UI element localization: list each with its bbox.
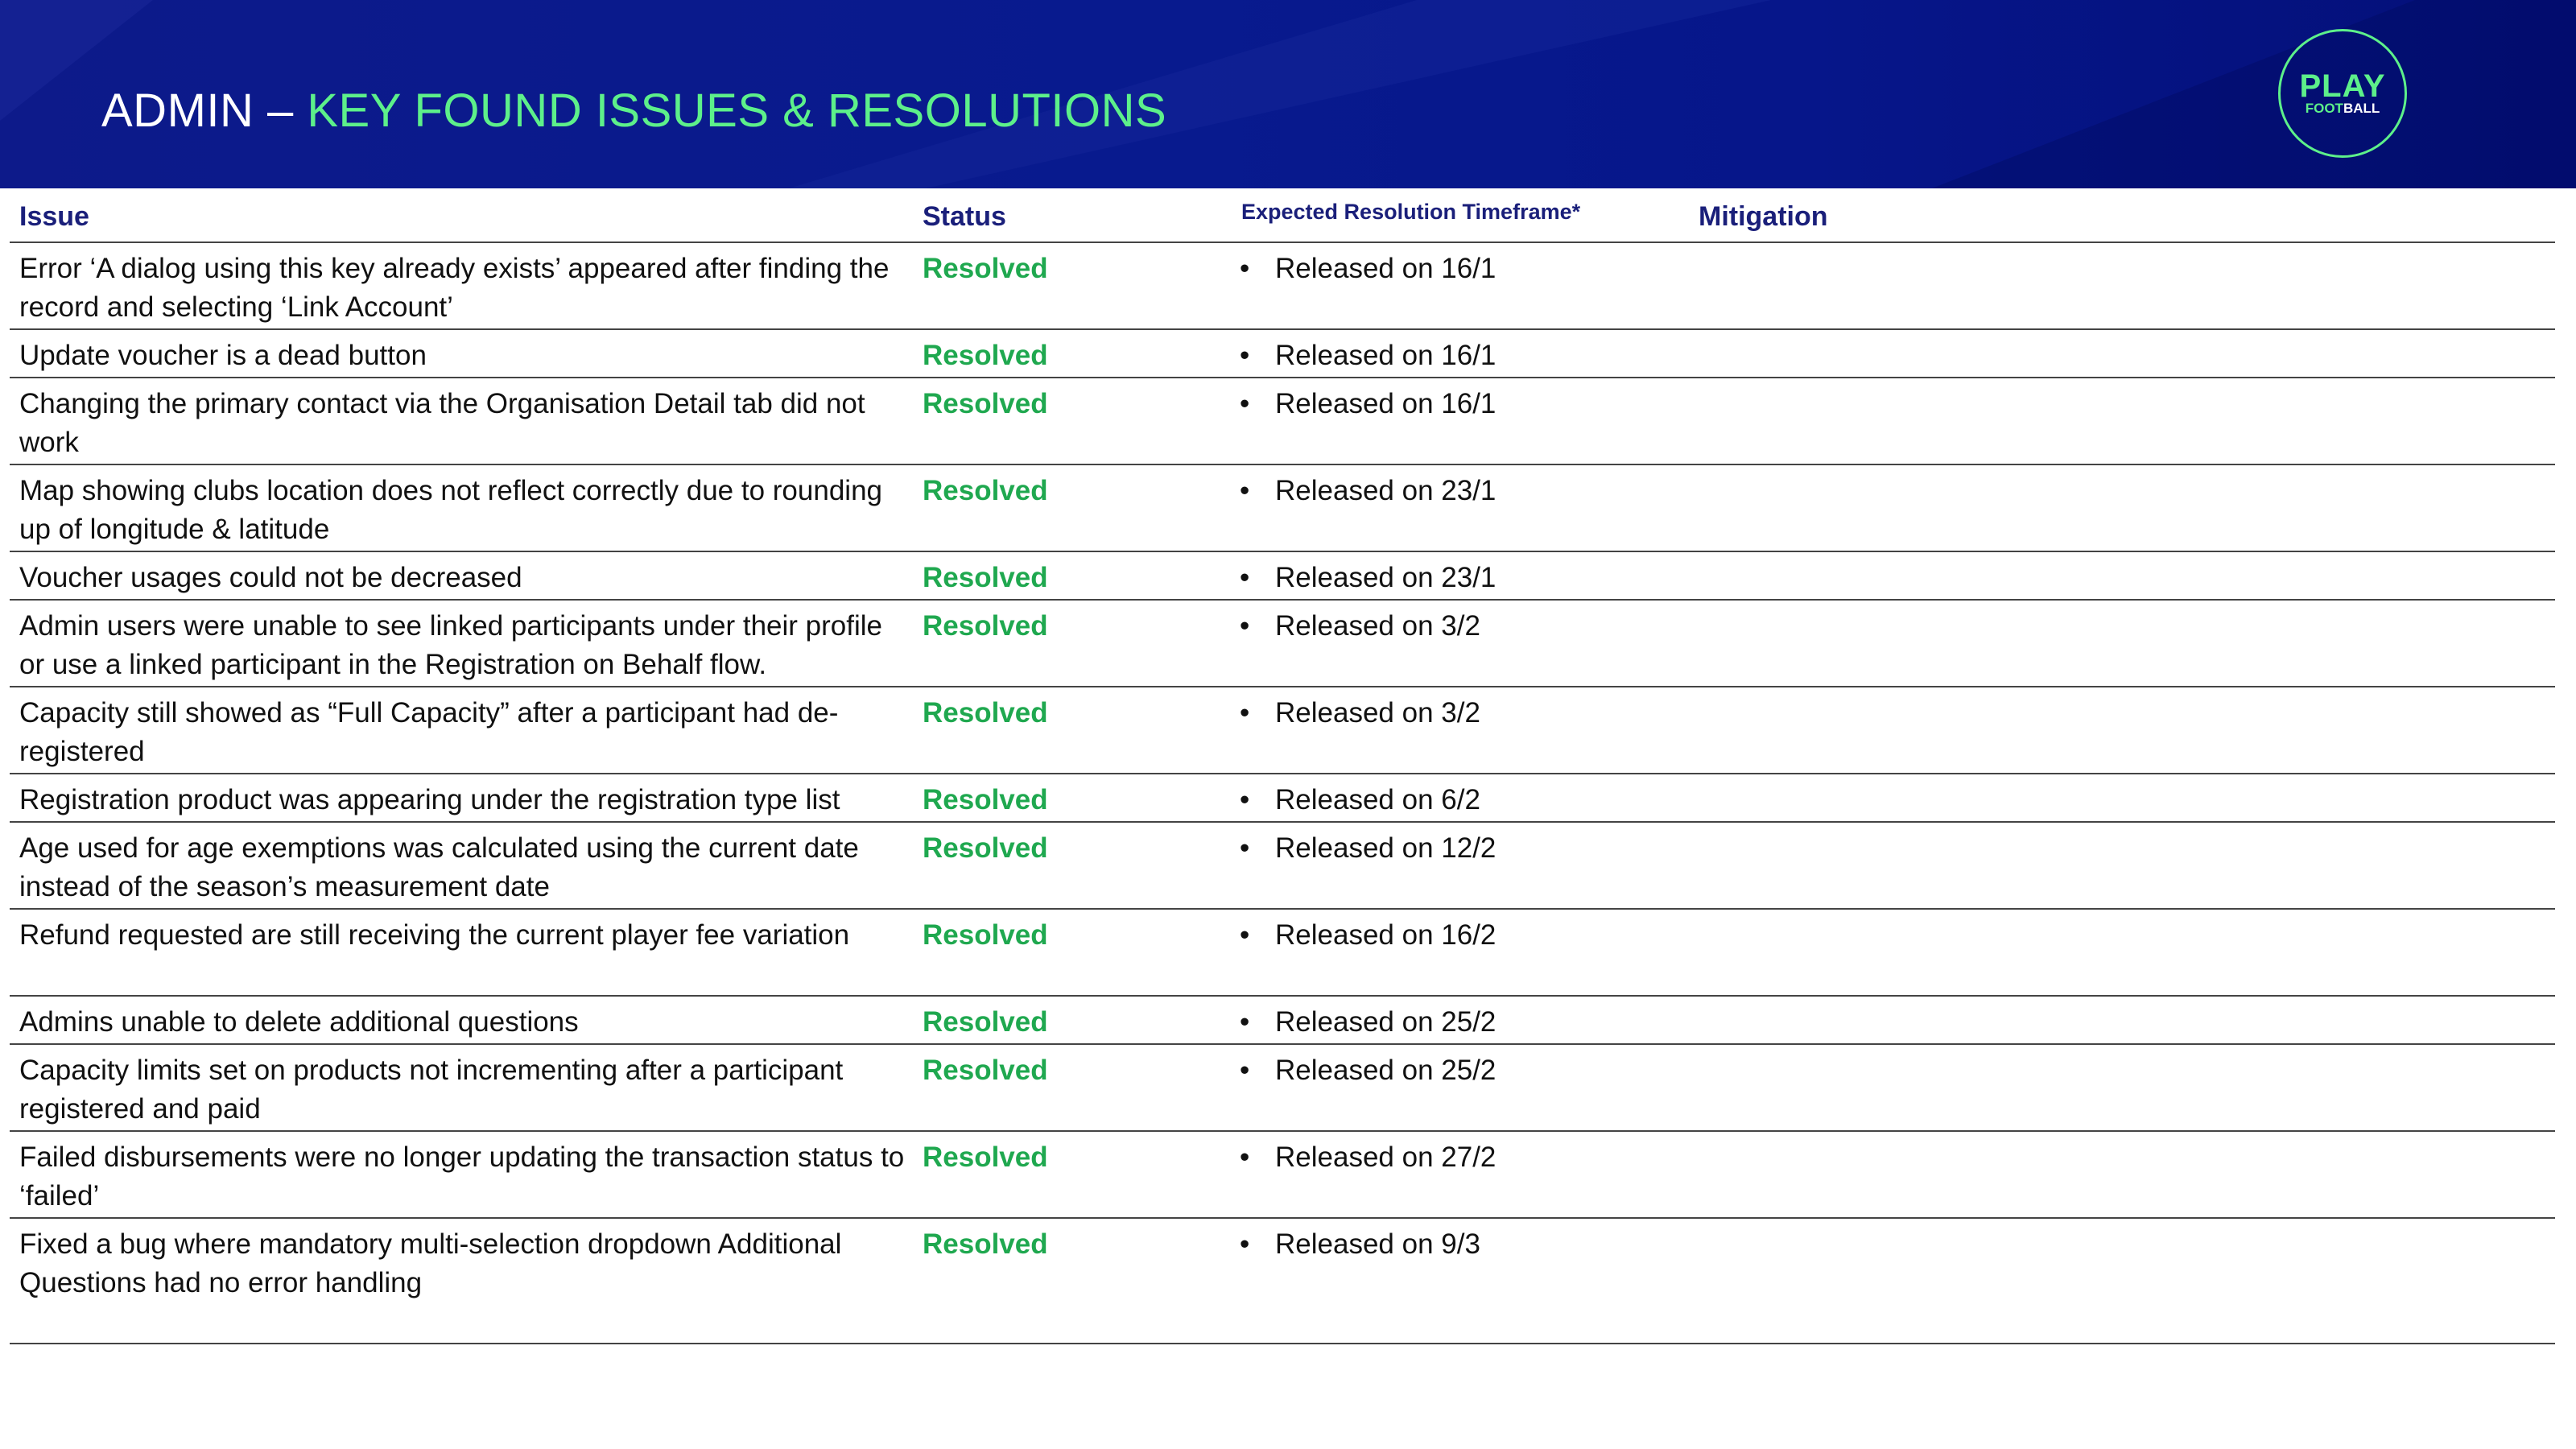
timeframe-text: Released on 23/1 bbox=[1275, 562, 1496, 593]
table-row bbox=[10, 1045, 2555, 1132]
issue-cell: Map showing clubs location does not reflect correctly due to rounding up of longitude & latitude bbox=[19, 475, 882, 545]
timeframe-cell: • Released on 23/1 bbox=[1240, 475, 1496, 506]
timeframe-text: Released on 16/1 bbox=[1275, 340, 1496, 371]
status-cell: Resolved bbox=[923, 475, 1048, 506]
logo-line2-part1: FOOT bbox=[2305, 101, 2343, 116]
timeframe-text: Released on 23/1 bbox=[1275, 475, 1496, 506]
timeframe-cell: • Released on 16/1 bbox=[1240, 340, 1496, 371]
issue-cell: Voucher usages could not be decreased bbox=[19, 562, 522, 593]
timeframe-cell: • Released on 6/2 bbox=[1240, 784, 1480, 815]
timeframe-cell: • Released on 16/1 bbox=[1240, 253, 1496, 284]
table-row bbox=[10, 1219, 2555, 1344]
timeframe-text: Released on 25/2 bbox=[1275, 1055, 1496, 1086]
issues-table bbox=[10, 190, 2555, 1344]
timeframe-cell: • Released on 23/1 bbox=[1240, 562, 1496, 593]
status-cell: Resolved bbox=[923, 562, 1048, 593]
table-row bbox=[10, 1132, 2555, 1219]
table-row bbox=[10, 243, 2555, 330]
timeframe-cell: • Released on 3/2 bbox=[1240, 697, 1480, 729]
timeframe-cell: • Released on 25/2 bbox=[1240, 1006, 1496, 1038]
issue-cell: Error ‘A dialog using this key already exists’ appeared after finding the record and selecting ‘Link Account’ bbox=[19, 253, 890, 323]
table-row bbox=[10, 601, 2555, 687]
status-cell: Resolved bbox=[923, 1055, 1048, 1086]
issue-cell: Update voucher is a dead button bbox=[19, 340, 427, 371]
timeframe-text: Released on 12/2 bbox=[1275, 832, 1496, 864]
table-row bbox=[10, 552, 2555, 601]
timeframe-text: Released on 16/2 bbox=[1275, 919, 1496, 951]
issue-cell: Capacity still showed as “Full Capacity” after a participant had de-registered bbox=[19, 697, 839, 767]
status-cell: Resolved bbox=[923, 1141, 1048, 1173]
issue-cell: Failed disbursements were no longer updating the transaction status to ‘failed’ bbox=[19, 1141, 905, 1212]
issue-cell: Changing the primary contact via the Organisation Detail tab did not work bbox=[19, 388, 865, 458]
logo-line2 bbox=[2306, 101, 2380, 116]
table-header-row bbox=[10, 190, 2555, 243]
column-header-issue: Issue bbox=[19, 201, 89, 232]
issue-cell: Registration product was appearing under the registration type list bbox=[19, 784, 840, 815]
timeframe-text: Released on 27/2 bbox=[1275, 1141, 1496, 1173]
timeframe-cell: • Released on 12/2 bbox=[1240, 832, 1496, 864]
timeframe-cell: • Released on 16/2 bbox=[1240, 919, 1496, 951]
table-row bbox=[10, 774, 2555, 823]
table-row bbox=[10, 330, 2555, 378]
timeframe-text: Released on 6/2 bbox=[1275, 784, 1480, 815]
status-cell: Resolved bbox=[923, 832, 1048, 864]
timeframe-cell: • Released on 9/3 bbox=[1240, 1228, 1480, 1260]
column-header-timeframe: Expected Resolution Timeframe* bbox=[1241, 200, 1581, 224]
table-row bbox=[10, 378, 2555, 465]
issue-cell: Admin users were unable to see linked participants under their profile or use a linked participant in the Registration on Behalf flow. bbox=[19, 610, 882, 680]
logo-line2-part2: BALL bbox=[2343, 101, 2380, 116]
issue-cell: Admins unable to delete additional questions bbox=[19, 1006, 579, 1038]
status-cell: Resolved bbox=[923, 610, 1048, 642]
timeframe-text: Released on 16/1 bbox=[1275, 388, 1496, 419]
table-row bbox=[10, 687, 2555, 774]
timeframe-text: Released on 3/2 bbox=[1275, 697, 1480, 729]
table-row bbox=[10, 465, 2555, 552]
title-prefix: ADMIN – bbox=[101, 85, 308, 137]
timeframe-cell: • Released on 27/2 bbox=[1240, 1141, 1496, 1173]
logo-line1: PLAY bbox=[2299, 68, 2386, 104]
table-row bbox=[10, 997, 2555, 1045]
timeframe-text: Released on 3/2 bbox=[1275, 610, 1480, 642]
issue-cell: Age used for age exemptions was calculated using the current date instead of the season’s measurement date bbox=[19, 832, 859, 902]
timeframe-cell: • Released on 16/1 bbox=[1240, 388, 1496, 419]
column-header-status: Status bbox=[923, 201, 1006, 232]
timeframe-text: Released on 25/2 bbox=[1275, 1006, 1496, 1038]
status-cell: Resolved bbox=[923, 1228, 1048, 1260]
issue-cell: Capacity limits set on products not incrementing after a participant registered and paid bbox=[19, 1055, 844, 1125]
issue-cell: Fixed a bug where mandatory multi-selection dropdown Additional Questions had no error handling bbox=[19, 1228, 842, 1298]
title-accent: KEY FOUND ISSUES & RESOLUTIONS bbox=[307, 85, 1167, 137]
column-header-mitigation: Mitigation bbox=[1699, 201, 1828, 232]
status-cell: Resolved bbox=[923, 388, 1048, 419]
status-cell: Resolved bbox=[923, 340, 1048, 371]
table-row bbox=[10, 910, 2555, 997]
page-title bbox=[101, 84, 1166, 138]
timeframe-cell: • Released on 3/2 bbox=[1240, 610, 1480, 642]
status-cell: Resolved bbox=[923, 253, 1048, 284]
header-banner bbox=[0, 0, 2576, 188]
timeframe-text: Released on 16/1 bbox=[1275, 253, 1496, 284]
status-cell: Resolved bbox=[923, 919, 1048, 951]
table-row bbox=[10, 823, 2555, 910]
status-cell: Resolved bbox=[923, 784, 1048, 815]
status-cell: Resolved bbox=[923, 1006, 1048, 1038]
play-football-logo bbox=[2278, 29, 2407, 158]
issue-cell: Refund requested are still receiving the current player fee variation bbox=[19, 919, 850, 951]
timeframe-cell: • Released on 25/2 bbox=[1240, 1055, 1496, 1086]
status-cell: Resolved bbox=[923, 697, 1048, 729]
timeframe-text: Released on 9/3 bbox=[1275, 1228, 1480, 1260]
